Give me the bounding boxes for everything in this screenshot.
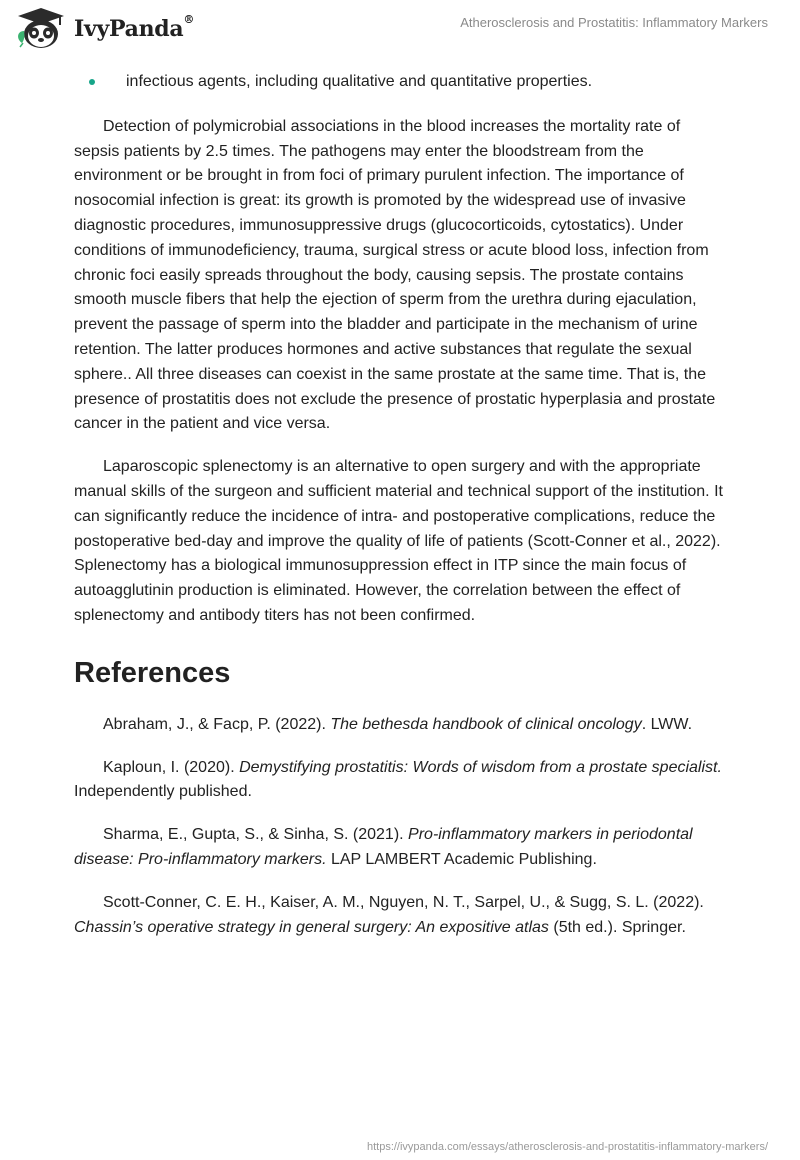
- list-item: [74, 70, 726, 95]
- document-title: Atherosclerosis and Prostatitis: Inflammatory Markers: [460, 15, 768, 30]
- reference-item: Sharma, E., Gupta, S., & Sinha, S. (2021). Pro-inflammatory markers in periodontal disease: Pro-inflammatory markers. LAP LAMBERT Academic Publishing.: [74, 826, 693, 868]
- body-paragraph-1: Detection of polymicrobial associations in the blood increases the mortality rate of sepsis patients by 2.5 times. The pathogens may enter the bloodstream from the environment or be brought in from foci of primary purulent infection. The importance of nosocomial infection is great: its growth is promoted by the widespread use of invasive diagnostic procedures, immunosuppressive drugs (glucocorticoids, cytostatics). Under conditions of immunodeficiency, trauma, surgical stress or acute blood loss, infection from chronic foci easily spreads throughout the body, causing sepsis. The prostate contains smooth muscle fibers that help the ejection of sperm from the urethra during ejaculation, prevent the passage of sperm into the bladder and participate in the mechanism of urine retention. The latter produces hormones and active substances that regulate the sexual sphere.. All three diseases can coexist in the same prostate at the same time. That is, the presence of prostatitis does not exclude the presence of prostatic hyperplasia and prostate cancer in the patient and vice versa.: [74, 117, 716, 433]
- ivypanda-logo[interactable]: [14, 7, 194, 51]
- list-item-text: infectious agents, including qualitative and quantitative properties.: [126, 73, 593, 90]
- source-url[interactable]: https://ivypanda.com/essays/atherosclerosis-and-prostatitis-inflammatory-markers/: [366, 1141, 768, 1153]
- page-header: [0, 0, 800, 60]
- body-paragraph-2: Laparoscopic splenectomy is an alternative to open surgery and with the appropriate manual skills of the surgeon and sufficient material and technical support of the institution. It can significantly reduce the incidence of intra- and postoperative complications, reduce the postoperative bed-day and improve the quality of life of patients (Scott-Conner et al., 2022). Splenectomy has a biological immunosuppression effect in ITP since the main focus of autoagglutinin production is eliminated. However, the correlation between the effect of splenectomy and antibody titers has not been confirmed.: [74, 458, 723, 624]
- reference-item: Kaploun, I. (2020). Demystifying prostatitis: Words of wisdom from a prostate specialist. Independently published.: [74, 758, 722, 801]
- reference-item: Abraham, J., & Facp, P. (2022). The bethesda handbook of clinical oncology. LWW.: [103, 715, 693, 733]
- essay-content: [74, 70, 726, 958]
- reference-item: Scott-Conner, C. E. H., Kaiser, A. M., Nguyen, N. T., Sarpel, U., & Sugg, S. L. (2022). Chassin’s operative strategy in general surgery: An expositive atlas (5th ed.). Springer.: [74, 893, 704, 936]
- panda-graduate-icon: [14, 7, 68, 51]
- references-heading: References: [74, 656, 231, 689]
- logo-wordmark: IvyPanda®: [74, 13, 195, 42]
- bullet-icon: [89, 79, 95, 85]
